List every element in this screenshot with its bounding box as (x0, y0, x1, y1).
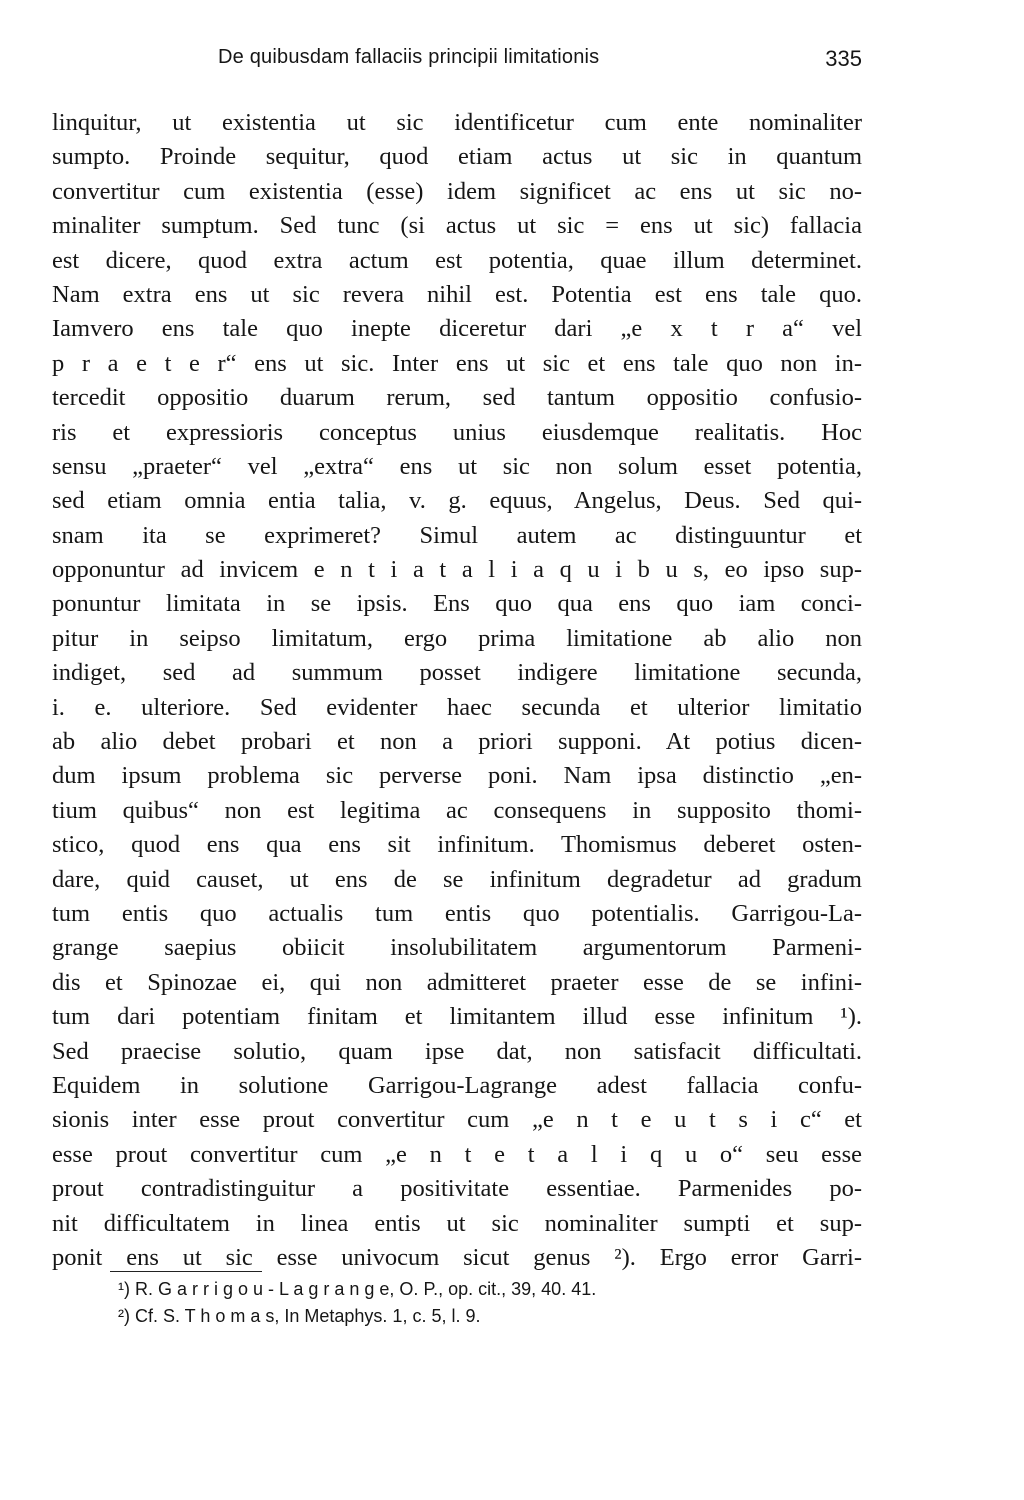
footnotes (118, 1276, 858, 1330)
text-line: Equidem in solutione Garrigou-Lagrange adest fallacia confu- (52, 1071, 862, 1099)
body-text (52, 106, 862, 1275)
text-line: esse prout convertitur cum „e n t e t a l i q u o“ seu esse (52, 1140, 862, 1168)
text-line: ab alio debet probari et non a priori supponi. At potius dicen- (52, 728, 862, 756)
text-line: tium quibus“ non est legitima ac consequens in supposito thomi- (52, 796, 862, 824)
text-line: linquitur, ut existentia ut sic identificetur cum ente nominaliter (52, 109, 862, 136)
footnote-2: ²) Cf. S. T h o m a s, In Metaphys. 1, c. 5, l. 9. (118, 1306, 481, 1326)
text-line: Sed praecise solutio, quam ipse dat, non satisfacit difficultati. (52, 1037, 862, 1065)
text-line: tum entis quo actualis tum entis quo potentialis. Garrigou-La- (52, 899, 862, 927)
text-line: sionis inter esse prout convertitur cum „e n t e u t s i c“ et (52, 1106, 862, 1134)
text-line: tum dari potentiam finitam et limitantem illud esse infinitum ¹). (52, 1003, 862, 1031)
text-line: sed etiam omnia entia talia, v. g. equus, Angelus, Deus. Sed qui- (52, 487, 862, 515)
text-line: tercedit oppositio duarum rerum, sed tantum oppositio confusio- (52, 384, 862, 412)
page-header (52, 42, 862, 82)
text-line: stico, quod ens qua ens sit infinitum. Thomismus deberet osten- (52, 831, 862, 859)
text-line: sensu „praeter“ vel „extra“ ens ut sic non solum esset potentia, (52, 452, 862, 480)
text-line: prout contradistinguitur a positivitate essentiae. Parmenides po- (52, 1175, 862, 1203)
text-line: dare, quid causet, ut ens de se infinitum degradetur ad gradum (52, 865, 862, 893)
text-line: opponuntur ad invicem e n t i a t a l i a q u i b u s, eo ipso sup- (52, 556, 862, 584)
text-line: ponuntur limitata in se ipsis. Ens quo qua ens quo iam conci- (52, 590, 862, 618)
footnote-rule (110, 1271, 262, 1272)
text-line: snam ita se exprimeret? Simul autem ac distinguuntur et (52, 521, 862, 549)
text-line: minaliter sumptum. Sed tunc (si actus ut sic = ens ut sic) fallacia (52, 212, 862, 240)
text-line: i. e. ulteriore. Sed evidenter haec secunda et ulterior limitatio (52, 693, 862, 721)
text-line: Iamvero ens tale quo inepte diceretur dari „e x t r a“ vel (52, 315, 862, 343)
text-line: ponit ens ut sic esse univocum sicut genus ²). Ergo error Garri- (52, 1243, 862, 1271)
text-line: pitur in seipso limitatum, ergo prima limitatione ab alio non (52, 624, 862, 652)
footnote-1: ¹) R. G a r r i g o u - L a g r a n g e, O. P., op. cit., 39, 40. 41. (118, 1279, 597, 1299)
text-line: indiget, sed ad summum posset indigere limitatione secunda, (52, 659, 862, 687)
text-line: nit difficultatem in linea entis ut sic nominaliter sumpti et sup- (52, 1209, 862, 1237)
text-line: dum ipsum problema sic perverse poni. Nam ipsa distinctio „en- (52, 762, 862, 790)
text-line: sumpto. Proinde sequitur, quod etiam actus ut sic in quantum (52, 143, 862, 171)
text-line: convertitur cum existentia (esse) idem significet ac ens ut sic no- (52, 177, 862, 205)
text-line: p r a e t e r“ ens ut sic. Inter ens ut sic et ens tale quo non in- (52, 349, 862, 377)
text-line: est dicere, quod extra actum est potentia, quae illum determinet. (52, 246, 862, 274)
page-number: 335 (825, 46, 862, 71)
text-line: grange saepius obiicit insolubilitatem argumentorum Parmeni- (52, 934, 862, 962)
text-line: ris et expressioris conceptus unius eiusdemque realitatis. Hoc (52, 418, 862, 446)
running-title: De quibusdam fallaciis principii limitationis (218, 46, 600, 68)
text-line: Nam extra ens ut sic revera nihil est. Potentia est ens tale quo. (52, 280, 862, 308)
text-line: dis et Spinozae ei, qui non admitteret praeter esse de se infini- (52, 968, 862, 996)
